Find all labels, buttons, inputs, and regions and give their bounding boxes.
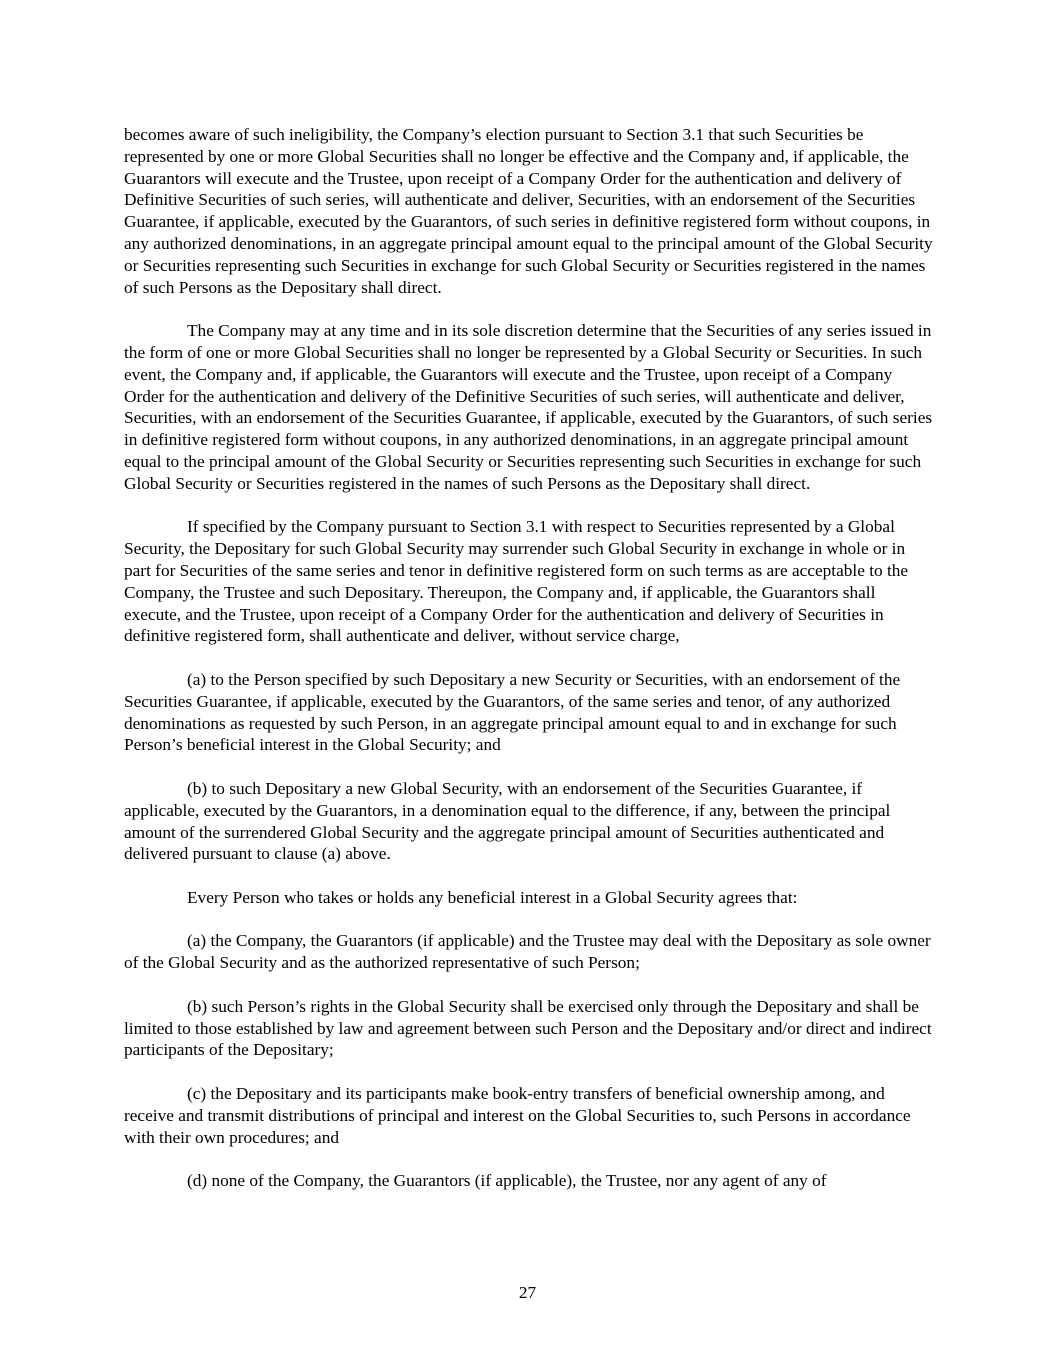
- paragraph-company-discretion: The Company may at any time and in its sole discretion determine that the Securities of any series issued in the form of one or more Global Securities shall no longer be represented by a Global Security or Securities. In such event, the Company and, if applicable, the Guarantors will execute and the Trustee, upon receipt of a Company Order for the authentication and delivery of the Definitive Securities of such series, will authenticate and deliver, Securities, with an endorsement of the Securities Guarantee, if applicable, executed by the Guarantors, of such series in definitive registered form without coupons, in any authorized denominations, in an aggregate principal amount equal to the principal amount of the Global Security or Securities representing such Securities in exchange for such Global Security or Securities registered in the names of such Persons as the Depositary shall direct.: [124, 321, 933, 493]
- paragraph-depositary-surrender: If specified by the Company pursuant to Section 3.1 with respect to Securities represented by a Global Security, the Depositary for such Global Security may surrender such Global Security in exchange in whole or in part for Securities of the same series and tenor in definitive registered form on such terms as are acceptable to the Company, the Trustee and such Depositary. Thereupon, the Company and, if applicable, the Guarantors shall execute, and the Trustee, upon receipt of a Company Order for the authentication and delivery of Securities in definitive registered form, shall authenticate and deliver, without service charge,: [124, 517, 909, 646]
- document-body: [124, 124, 936, 1214]
- clause-b-persons-rights: (b) such Person’s rights in the Global Security shall be exercised only through the Depositary and shall be limited to those established by law and agreement between such Person and the Depositary and/or direct and indirect participants of the Depositary;: [124, 996, 932, 1060]
- clause-b-new-global-security: (b) to such Depositary a new Global Security, with an endorsement of the Securities Guarantee, if applicable, executed by the Guarantors, in a denomination equal to the difference, if any, between the principal amount of the surrendered Global Security and the aggregate principal amount of Securities authenticated and delivered pursuant to clause (a) above.: [124, 778, 891, 864]
- paragraph-continuation: becomes aware of such ineligibility, the Company’s election pursuant to Section 3.1 that such Securities be represented by one or more Global Securities shall no longer be effective and the Company and, if applicable, the Guarantors will execute and the Trustee, upon receipt of a Company Order for the authentication and delivery of Definitive Securities of such series, will authenticate and deliver, Securities, with an endorsement of the Securities Guarantee, if applicable, executed by the Guarantors, of such series in definitive registered form without coupons, in any authorized denominations, in an aggregate principal amount equal to the principal amount of the Global Security or Securities representing such Securities in exchange for such Global Security or Securities registered in the names of such Persons as the Depositary shall direct.: [124, 125, 933, 297]
- page-number: 27: [518, 1283, 537, 1302]
- clause-a-new-security: (a) to the Person specified by such Depositary a new Security or Securities, with an endorsement of the Securities Guarantee, if applicable, executed by the Guarantors, of the same series and tenor, of any authorized denominations as requested by such Person, in an aggregate principal amount equal to and in exchange for such Person’s beneficial interest in the Global Security; and: [124, 669, 901, 755]
- clause-d-none-of-company: (d) none of the Company, the Guarantors (if applicable), the Trustee, nor any agent of any of: [187, 1171, 827, 1191]
- clause-a-sole-owner: (a) the Company, the Guarantors (if applicable) and the Trustee may deal with the Depositary as sole owner of the Global Security and as the authorized representative of such Person;: [124, 931, 931, 973]
- paragraph-every-person-agrees: Every Person who takes or holds any beneficial interest in a Global Security agrees that:: [187, 887, 798, 907]
- clause-c-book-entry: (c) the Depositary and its participants make book-entry transfers of beneficial ownership among, and receive and transmit distributions of principal and interest on the Global Securities to, such Persons in accordance with their own procedures; and: [124, 1084, 911, 1147]
